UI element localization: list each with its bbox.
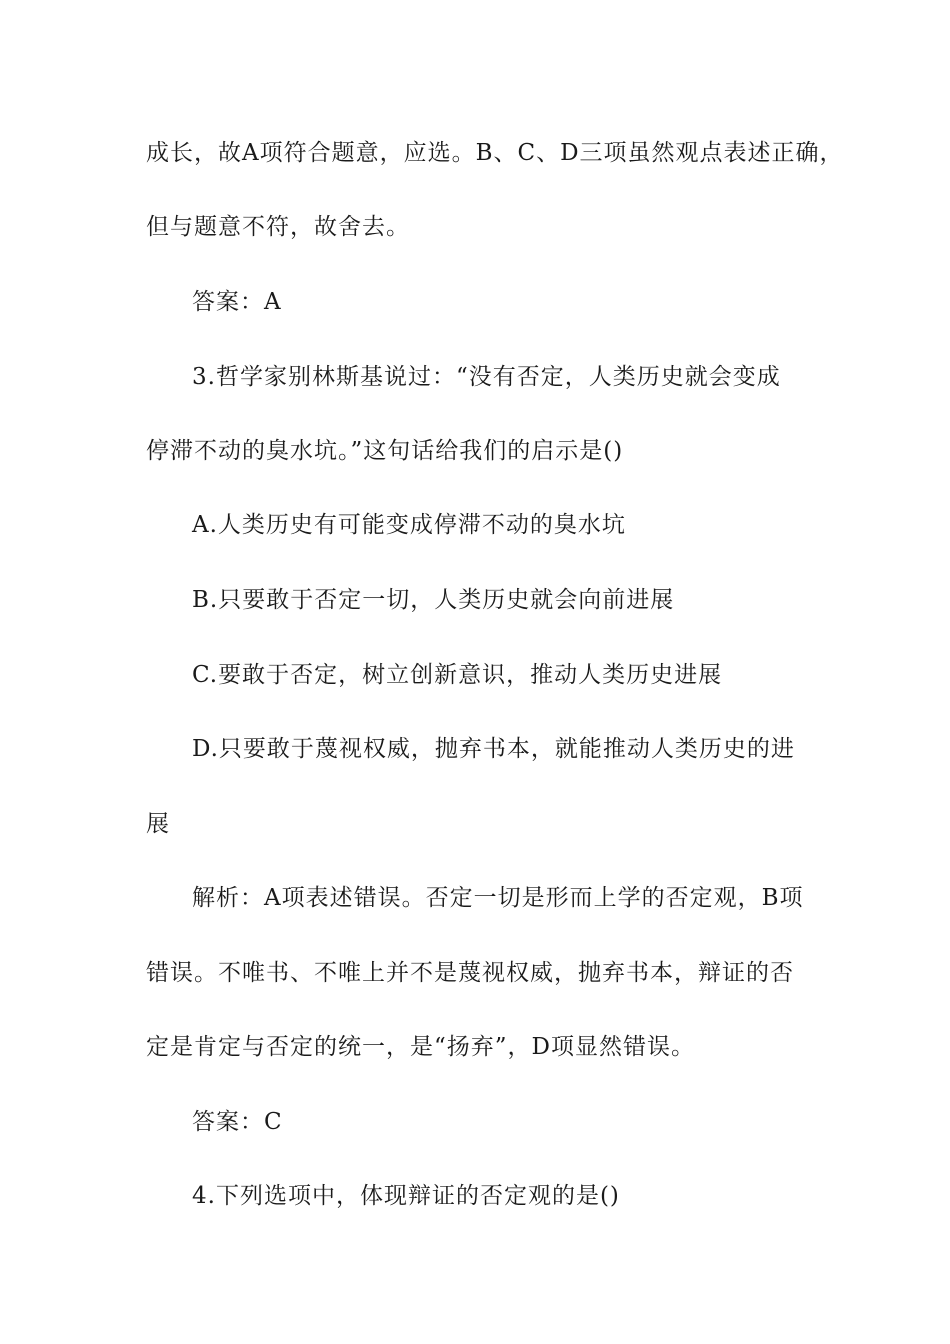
analysis-line-2: 错误。不唯书、不唯上并不是蔑视权威，抛弃书本，辩证的否 — [146, 960, 794, 986]
text-line-1: 成长，故A项符合题意，应选。B、C、D三项虽然观点表述正确， — [146, 140, 844, 166]
option-d-line-2: 展 — [146, 811, 170, 837]
option-c: C.要敢于否定，树立创新意识，推动人类历史进展 — [192, 662, 723, 688]
analysis-line-3: 定是肯定与否定的统一，是“扬弃”，D项显然错误。 — [146, 1034, 695, 1060]
question-3-line-1: 3.哲学家别林斯基说过：“没有否定，人类历史就会变成 — [192, 364, 781, 390]
option-b: B.只要敢于否定一切，人类历史就会向前进展 — [192, 587, 675, 613]
question-3-line-2: 停滞不动的臭水坑。”这句话给我们的启示是() — [146, 438, 624, 464]
answer-line-q2: 答案：A — [192, 289, 282, 315]
text-line-2: 但与题意不符，故舍去。 — [146, 214, 410, 240]
question-4-line-1: 4.下列选项中，体现辩证的否定观的是() — [192, 1183, 620, 1209]
analysis-line-1: 解析：A项表述错误。否定一切是形而上学的否定观，B项 — [192, 885, 804, 911]
option-d-line-1: D.只要敢于蔑视权威，抛弃书本，就能推动人类历史的进 — [192, 736, 795, 762]
answer-line-q3: 答案：C — [192, 1109, 283, 1135]
option-a: A.人类历史有可能变成停滞不动的臭水坑 — [192, 512, 626, 538]
